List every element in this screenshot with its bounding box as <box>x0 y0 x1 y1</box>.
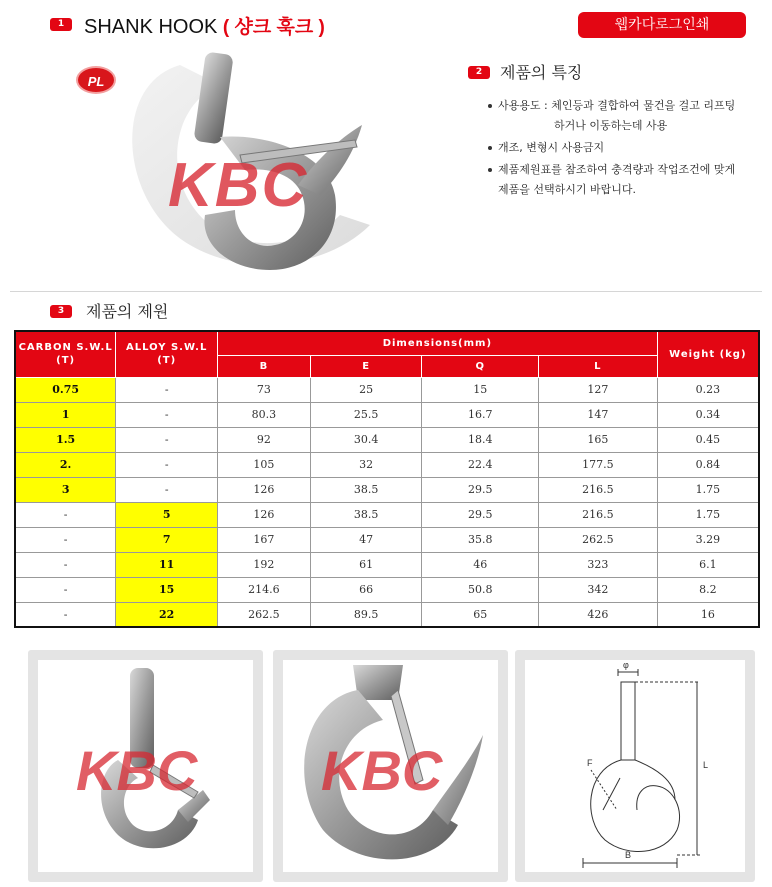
carbon-swl: 0.75 <box>15 377 116 402</box>
dim-e: 89.5 <box>310 602 422 627</box>
dim-label-f: F <box>587 758 593 768</box>
alloy-swl: 15 <box>116 577 218 602</box>
alloy-swl: 7 <box>116 527 218 552</box>
product-photo-side <box>28 650 263 882</box>
dim-label-l: L <box>703 760 709 770</box>
dim-b: 167 <box>218 527 311 552</box>
section-divider <box>10 291 762 292</box>
kbc-watermark: KBC <box>76 739 198 802</box>
weight: 0.34 <box>657 402 759 427</box>
dim-q: 22.4 <box>422 452 539 477</box>
table-row <box>15 502 759 527</box>
table-row <box>15 527 759 552</box>
table-row <box>15 377 759 402</box>
dim-e: 47 <box>310 527 422 552</box>
weight: 0.23 <box>657 377 759 402</box>
dim-l: 216.5 <box>539 477 658 502</box>
dim-b: 262.5 <box>218 602 311 627</box>
carbon-swl: 1.5 <box>15 427 116 452</box>
weight: 1.75 <box>657 502 759 527</box>
table-row <box>15 427 759 452</box>
web-catalog-print-button[interactable]: 웹카다로그인쇄 <box>578 12 746 38</box>
alloy-swl: - <box>116 427 218 452</box>
carbon-swl: 2. <box>15 452 116 477</box>
dim-l: 127 <box>539 377 658 402</box>
feature-item: 사용용도 : 체인등과 결합하여 물건을 걸고 리프팅 하거나 이동하는데 사용 <box>488 96 758 136</box>
dim-e: 30.4 <box>310 427 422 452</box>
specs-title: 제품의 제원 <box>86 302 169 321</box>
dim-e: 25.5 <box>310 402 422 427</box>
dimension-diagram <box>515 650 755 882</box>
dim-l: 165 <box>539 427 658 452</box>
dim-b: 126 <box>218 477 311 502</box>
alloy-swl: 5 <box>116 502 218 527</box>
dim-e: 38.5 <box>310 477 422 502</box>
dim-b: 80.3 <box>218 402 311 427</box>
dim-l: 216.5 <box>539 502 658 527</box>
dim-q: 29.5 <box>422 477 539 502</box>
feature-item: 개조, 변형시 사용금지 <box>488 138 758 158</box>
weight: 1.75 <box>657 477 759 502</box>
header-carbon: CARBON S.W.L (T) <box>15 331 116 377</box>
dim-e: 66 <box>310 577 422 602</box>
header-q: Q <box>422 355 539 377</box>
kbc-watermark: KBC <box>168 151 309 220</box>
table-row <box>15 602 759 627</box>
hero-product-image <box>70 45 450 290</box>
dim-e: 38.5 <box>310 502 422 527</box>
alloy-swl: 11 <box>116 552 218 577</box>
section-number-badge: 1 <box>50 18 72 31</box>
carbon-swl: - <box>15 602 116 627</box>
header-weight: Weight (kg) <box>657 331 759 377</box>
features-title: 제품의 특징 <box>500 63 583 82</box>
weight: 8.2 <box>657 577 759 602</box>
dim-l: 342 <box>539 577 658 602</box>
table-row <box>15 452 759 477</box>
dim-l: 177.5 <box>539 452 658 477</box>
dim-label-b: B <box>625 850 632 860</box>
header-b: B <box>218 355 311 377</box>
dim-q: 46 <box>422 552 539 577</box>
carbon-swl: - <box>15 552 116 577</box>
pl-logo: PL <box>76 66 116 94</box>
dim-q: 16.7 <box>422 402 539 427</box>
carbon-swl: 1 <box>15 402 116 427</box>
spec-table <box>14 330 760 628</box>
dim-b: 105 <box>218 452 311 477</box>
dim-q: 29.5 <box>422 502 539 527</box>
weight: 6.1 <box>657 552 759 577</box>
dim-e: 32 <box>310 452 422 477</box>
carbon-swl: - <box>15 577 116 602</box>
alloy-swl: - <box>116 452 218 477</box>
hook-dimension-drawing <box>525 660 745 872</box>
carbon-swl: - <box>15 502 116 527</box>
dim-e: 25 <box>310 377 422 402</box>
dim-q: 65 <box>422 602 539 627</box>
dim-b: 73 <box>218 377 311 402</box>
header-e: E <box>310 355 422 377</box>
alloy-swl: - <box>116 477 218 502</box>
product-photo-closeup <box>273 650 508 882</box>
alloy-swl: - <box>116 402 218 427</box>
weight: 0.84 <box>657 452 759 477</box>
title-english: SHANK HOOK <box>84 16 218 38</box>
dim-b: 92 <box>218 427 311 452</box>
dim-q: 15 <box>422 377 539 402</box>
table-row <box>15 477 759 502</box>
header-dimensions: Dimensions(mm) <box>218 331 658 355</box>
alloy-swl: - <box>116 377 218 402</box>
carbon-swl: 3 <box>15 477 116 502</box>
weight: 0.45 <box>657 427 759 452</box>
section-number-badge: 3 <box>50 305 72 318</box>
dim-b: 192 <box>218 552 311 577</box>
dim-l: 147 <box>539 402 658 427</box>
dim-b: 126 <box>218 502 311 527</box>
dim-label-phi: φ <box>623 660 629 670</box>
dim-q: 50.8 <box>422 577 539 602</box>
dim-l: 323 <box>539 552 658 577</box>
dim-q: 35.8 <box>422 527 539 552</box>
alloy-swl: 22 <box>116 602 218 627</box>
weight: 16 <box>657 602 759 627</box>
features-list <box>488 96 758 202</box>
carbon-swl: - <box>15 527 116 552</box>
table-row <box>15 552 759 577</box>
header-alloy: ALLOY S.W.L (T) <box>116 331 218 377</box>
page-title <box>84 12 325 39</box>
dim-l: 262.5 <box>539 527 658 552</box>
dim-b: 214.6 <box>218 577 311 602</box>
dim-e: 61 <box>310 552 422 577</box>
feature-item: 제품제원표를 참조하여 충격량과 작업조건에 맞게 제품을 선택하시기 바랍니다. <box>488 160 758 200</box>
title-korean: ( 샹크 훅크 ) <box>222 17 325 38</box>
kbc-watermark: KBC <box>321 739 443 802</box>
table-row <box>15 402 759 427</box>
section-number-badge: 2 <box>468 66 490 79</box>
table-row <box>15 577 759 602</box>
header-l: L <box>539 355 658 377</box>
dim-q: 18.4 <box>422 427 539 452</box>
weight: 3.29 <box>657 527 759 552</box>
dim-l: 426 <box>539 602 658 627</box>
